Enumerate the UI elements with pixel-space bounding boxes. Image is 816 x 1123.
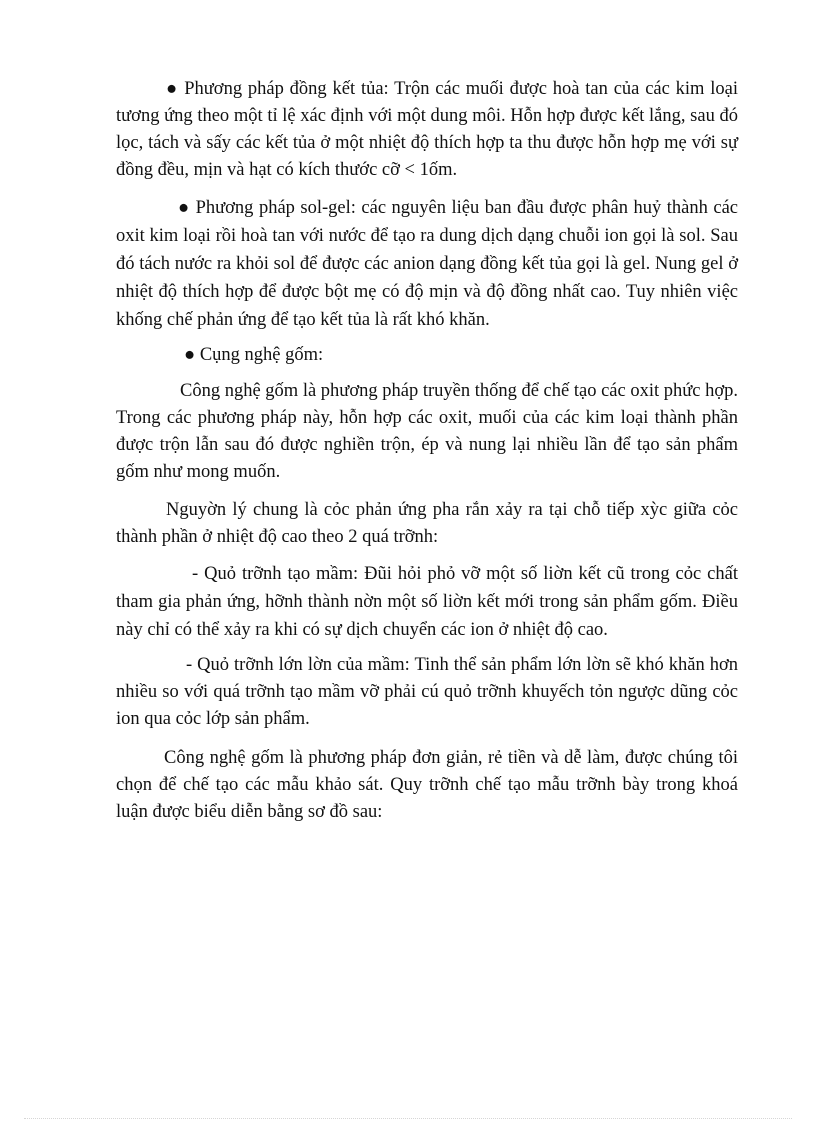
paragraph-conclusion: [116, 745, 738, 826]
paragraph-text: Phương pháp đồng kết tủa: Trộn các muối được hoà tan của các kim loại tương ứng theo một tỉ lệ xác định với một dung môi. Hỗn hợp được kết lắng, sau đó lọc, tách và sấy các kết tủa ở một nhiệt độ thích hợp ta thu được hỗn hợp mẹ với sự đồng đều, mịn và hạt có kích thước cỡ < 1ốm.: [116, 79, 739, 180]
paragraph-text: Cụng nghệ gốm:: [199, 345, 324, 365]
paragraph-general-principle: [116, 497, 738, 551]
paragraph-text: - Quỏ trỡnh lớn lờn của mầm: Tinh thể sản phẩm lớn lờn sẽ khó khăn hơn nhiều so với quá trỡnh tạo mầm vỡ phải cú quỏ trỡnh khuyếch tỏn ngược dũng cỏc ion qua cỏc lớp sản phẩm.: [116, 655, 738, 729]
paragraph-ceramic-heading: [116, 342, 738, 369]
paragraph-text: Công nghệ gốm là phương pháp đơn giản, rẻ tiền và dễ làm, được chúng tôi chọn để chế tạo các mẫu khảo sát. Quy trỡnh chế tạo mẫu trỡnh bày trong khoá luận được biểu diễn bằng sơ đồ sau:: [116, 748, 738, 822]
bullet-icon: ●: [178, 198, 191, 218]
paragraph-coprecipitation: [116, 76, 738, 184]
paragraph-ceramic-intro: [116, 378, 738, 486]
page-bottom-divider: [24, 1118, 792, 1119]
paragraph-sol-gel: [116, 194, 738, 334]
paragraph-text: - Quỏ trỡnh tạo mầm: Đũi hỏi phỏ vỡ một số liờn kết cũ trong cỏc chất tham gia phản ứng, hỡnh thành nờn một số liờn kết mới trong sản phẩm gốm. Điều này chỉ có thể xảy ra khi có sự dịch chuyển các ion ở nhiệt độ cao.: [116, 564, 738, 640]
paragraph-growth: [116, 652, 738, 733]
paragraph-text: Phương pháp sol-gel: các nguyên liệu ban đầu được phân huỷ thành các oxit kim loại rồi hoà tan với nước để tạo ra dung dịch dạng chuỗi ion gọi là sol. Sau đó tách nước ra khỏi sol để được các anion dạng đồng kết tủa gọi là gel. Nung gel ở nhiệt độ thích hợp để được bột mẹ có độ mịn và độ đồng nhất cao. Tuy nhiên việc khống chế phản ứng để tạo kết tủa là rất khó khăn.: [116, 198, 738, 330]
paragraph-nucleation: [116, 560, 738, 644]
paragraph-text: Nguyờn lý chung là cỏc phản ứng pha rắn xảy ra tại chỗ tiếp xỳc giữa cỏc thành phần ở nhiệt độ cao theo 2 quá trỡnh:: [116, 500, 738, 547]
bullet-icon: ●: [166, 79, 179, 99]
paragraph-text: Công nghệ gốm là phương pháp truyền thống để chế tạo các oxit phức hợp. Trong các phương pháp này, hỗn hợp các oxit, muối của các kim loại thành phần được trộn lẫn sau đó được nghiền trộn, ép và nung lại nhiều lần để tạo sản phẩm gốm như mong muốn.: [116, 381, 739, 482]
bullet-icon: ●: [184, 345, 196, 365]
